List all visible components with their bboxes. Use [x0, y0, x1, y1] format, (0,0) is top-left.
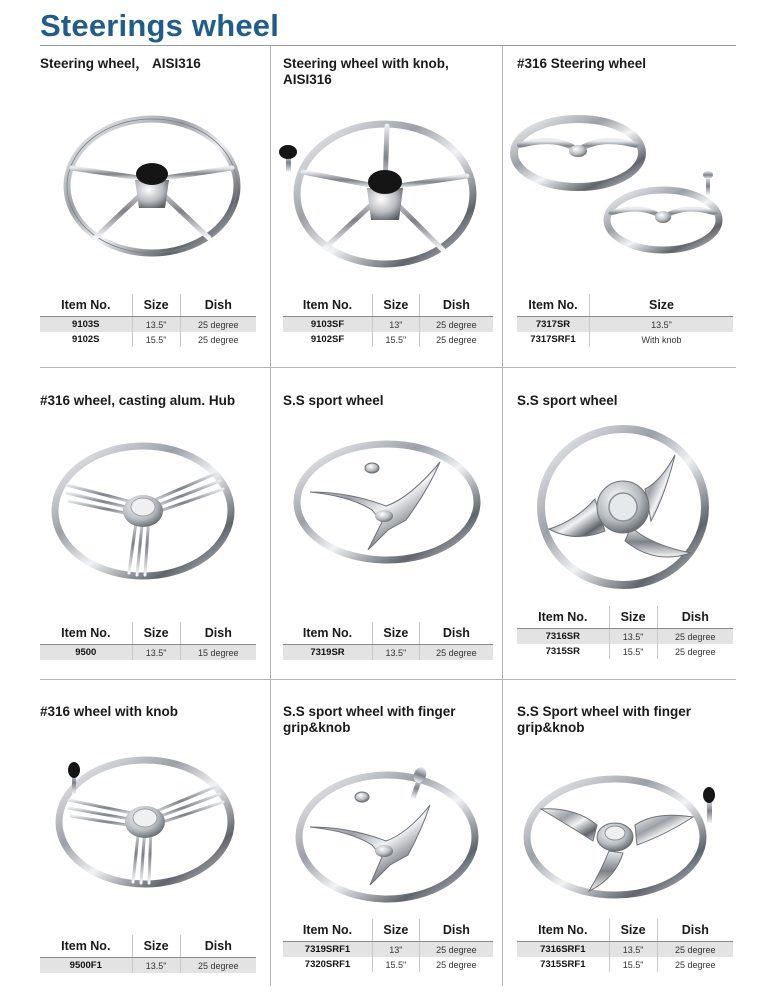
col-header: Size — [609, 606, 657, 629]
col-header: Item No. — [283, 919, 373, 942]
product-title: #316 wheel, casting alum. Hub — [40, 393, 236, 408]
spec-table — [517, 919, 733, 972]
product-title: S.S Sport wheel with finger grip&knob — [517, 704, 692, 735]
item-no: 7315SRF1 — [540, 959, 586, 970]
col-header: Dish — [657, 919, 733, 942]
two-three-spoke-wheels-image — [508, 105, 733, 265]
five-spoke-wheel-image — [55, 110, 250, 260]
item-no: 9102SF — [310, 334, 345, 345]
item-no: 7319SR — [283, 645, 373, 661]
size: With knob — [590, 332, 734, 347]
product-title: S.S sport wheel — [517, 393, 618, 408]
col-header: Dish — [180, 935, 256, 958]
col-header: Dish — [419, 919, 493, 942]
size: 13" — [373, 317, 420, 333]
col-header: Size — [373, 622, 420, 645]
col-header: Size — [132, 935, 180, 958]
spec-table — [40, 935, 256, 973]
dish: 25 degree — [419, 942, 493, 958]
spec-table — [517, 606, 733, 659]
dish: 25 degree — [180, 958, 256, 974]
dish: 25 degree — [657, 629, 733, 645]
item-no: 7320SRF1 — [304, 959, 351, 970]
size: 13.5" — [132, 645, 180, 661]
dish: 25 degree — [180, 317, 256, 333]
col-header: Item No. — [517, 294, 590, 317]
grid-divider — [40, 367, 736, 368]
item-no: 9102S — [72, 334, 100, 345]
dish: 15 degree — [180, 645, 256, 661]
size: 13.5" — [609, 629, 657, 645]
col-header: Item No. — [283, 294, 373, 317]
dish: 25 degree — [419, 332, 493, 347]
col-header: Size — [132, 622, 180, 645]
dish: 25 degree — [657, 644, 733, 659]
col-header: Item No. — [517, 919, 609, 942]
col-header: Size — [609, 919, 657, 942]
size: 13.5" — [609, 942, 657, 958]
product-title: S.S sport wheel — [283, 393, 384, 408]
col-header: Item No. — [517, 606, 609, 629]
item-no: 7317SR — [517, 317, 590, 333]
item-no: 7315SR — [545, 646, 580, 657]
sport-wheel-image — [290, 430, 490, 580]
sport-wheel-with-knob-front-image — [515, 755, 730, 905]
spec-table — [40, 622, 256, 660]
col-header: Item No. — [40, 622, 132, 645]
size: 13.5" — [590, 317, 734, 333]
sport-wheel-with-knob-image — [290, 755, 490, 910]
col-header: Dish — [180, 622, 256, 645]
item-no: 7317SRF1 — [530, 334, 576, 345]
product-title: Steering wheel with knob, AISI316 — [283, 56, 449, 87]
grid-divider — [502, 46, 503, 986]
product-title: Steering wheel， AISI316 — [40, 56, 201, 71]
page-title: Steerings wheel — [40, 8, 280, 43]
spec-table — [40, 294, 256, 347]
col-header: Item No. — [283, 622, 373, 645]
size: 13.5" — [132, 317, 180, 333]
product-title: #316 Steering wheel — [517, 56, 647, 71]
product-title: #316 wheel with knob — [40, 704, 179, 719]
col-header: Size — [373, 294, 420, 317]
spec-table — [283, 294, 493, 347]
item-no: 7316SR — [517, 629, 609, 645]
sport-wheel-front-image — [535, 425, 715, 590]
size: 15.5" — [373, 957, 420, 972]
col-header: Dish — [180, 294, 256, 317]
item-no: 7316SRF1 — [517, 942, 609, 958]
item-no: 9103SF — [283, 317, 373, 333]
col-header: Dish — [419, 622, 493, 645]
col-header: Item No. — [40, 935, 132, 958]
item-no: 9500 — [40, 645, 132, 661]
three-triple-spoke-wheel-image — [45, 437, 245, 587]
spec-table — [283, 622, 493, 660]
dish: 25 degree — [419, 645, 493, 661]
size: 13.5" — [132, 958, 180, 974]
spec-table — [283, 919, 493, 972]
dish: 25 degree — [419, 317, 493, 333]
col-header: Dish — [419, 294, 493, 317]
item-no: 9500F1 — [40, 958, 132, 974]
dish: 25 degree — [657, 957, 733, 972]
col-header: Item No. — [40, 294, 132, 317]
title-rule — [40, 45, 736, 46]
col-header: Dish — [657, 606, 733, 629]
col-header: Size — [132, 294, 180, 317]
item-no: 7319SRF1 — [283, 942, 373, 958]
grid-divider — [270, 46, 271, 986]
col-header: Size — [590, 294, 734, 317]
size: 15.5" — [373, 332, 420, 347]
item-no: 9103S — [40, 317, 132, 333]
product-title: S.S sport wheel with finger grip&knob — [283, 704, 456, 735]
five-spoke-wheel-with-knob-image — [275, 110, 485, 270]
grid-divider — [40, 679, 736, 680]
triple-spoke-wheel-with-knob-image — [45, 752, 245, 902]
size: 13" — [373, 942, 420, 958]
dish: 25 degree — [419, 957, 493, 972]
size: 15.5" — [132, 332, 180, 347]
spec-table — [517, 294, 733, 347]
size: 15.5" — [609, 957, 657, 972]
col-header: Size — [373, 919, 420, 942]
dish: 25 degree — [657, 942, 733, 958]
dish: 25 degree — [180, 332, 256, 347]
size: 13.5" — [373, 645, 420, 661]
size: 15.5" — [609, 644, 657, 659]
